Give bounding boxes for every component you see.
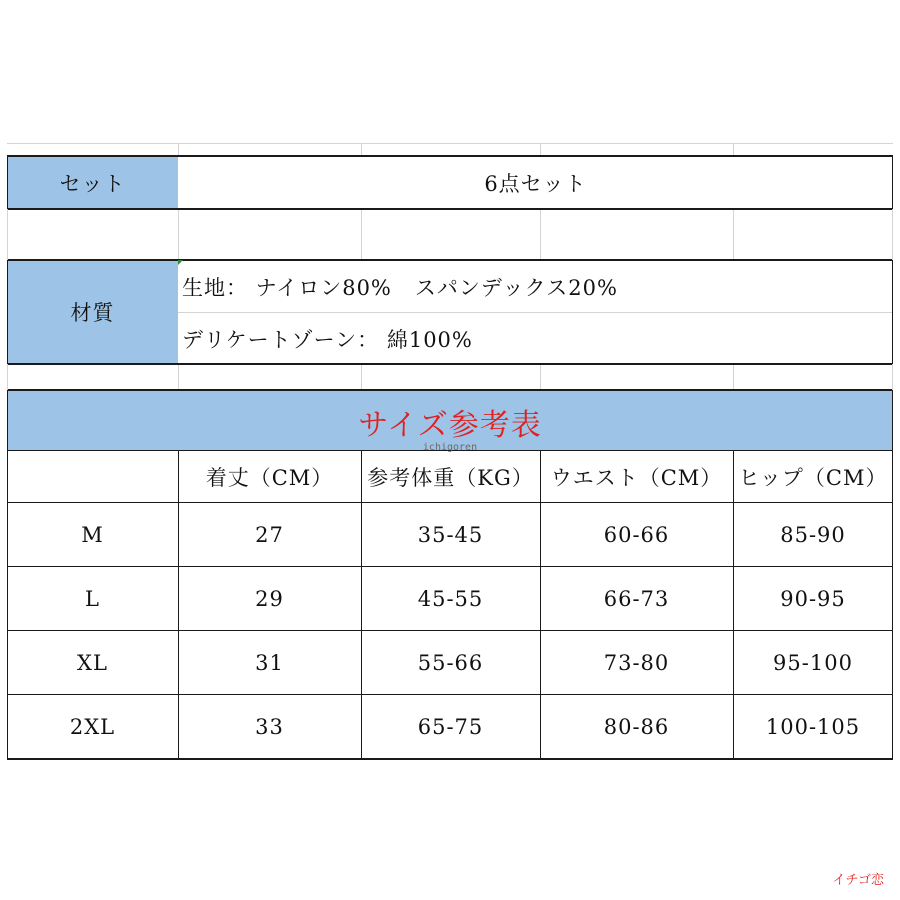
size-chart-title: サイズ参考表: [358, 408, 542, 443]
table-row-l-waist: 66-73: [603, 586, 670, 611]
watermark-text: ichigoren: [422, 441, 478, 453]
table-row-xl-length: 31: [255, 650, 284, 675]
shop-logo-text: イチゴ恋: [832, 873, 884, 888]
table-row-xl-waist: 73-80: [603, 650, 670, 675]
table-row-m-length: 27: [255, 522, 284, 547]
table-row-2xl-weight: 65-75: [417, 714, 484, 739]
material-fabric-line: 生地： ナイロン80% スパンデックス20%: [182, 276, 618, 300]
table-row-xl-size: XL: [77, 650, 108, 675]
header-size: [7, 451, 178, 502]
spreadsheet-sheet: [7, 143, 893, 760]
table-row-m-weight: 35-45: [417, 522, 484, 547]
table-row-l-weight: 45-55: [417, 586, 484, 611]
set-label: セット: [59, 171, 126, 196]
header-weight: 参考体重（KG）: [367, 465, 534, 490]
table-row-2xl-length: 33: [255, 714, 284, 739]
table-row-2xl-hip: 100-105: [765, 714, 861, 739]
set-value: 6点セット: [484, 171, 587, 196]
header-waist: ウエスト（CM）: [550, 465, 723, 490]
header-hip: ヒップ（CM）: [738, 465, 888, 490]
material-label: 材質: [70, 301, 115, 325]
table-row-m-waist: 60-66: [603, 522, 670, 547]
table-row-m-hip: 85-90: [780, 522, 846, 547]
table-row-2xl-waist: 80-86: [603, 714, 670, 739]
header-length: 着丈（CM）: [205, 465, 334, 490]
table-row-xl-hip: 95-100: [773, 650, 853, 675]
table-row-l-length: 29: [255, 586, 284, 611]
table-row-l-size: L: [85, 586, 100, 611]
table-row-xl-weight: 55-66: [417, 650, 484, 675]
table-row-m-size: M: [81, 522, 104, 547]
material-lining-line: デリケートゾーン： 綿100%: [182, 328, 473, 352]
table-row-2xl-size: 2XL: [69, 714, 116, 739]
table-row-l-hip: 90-95: [780, 586, 846, 611]
